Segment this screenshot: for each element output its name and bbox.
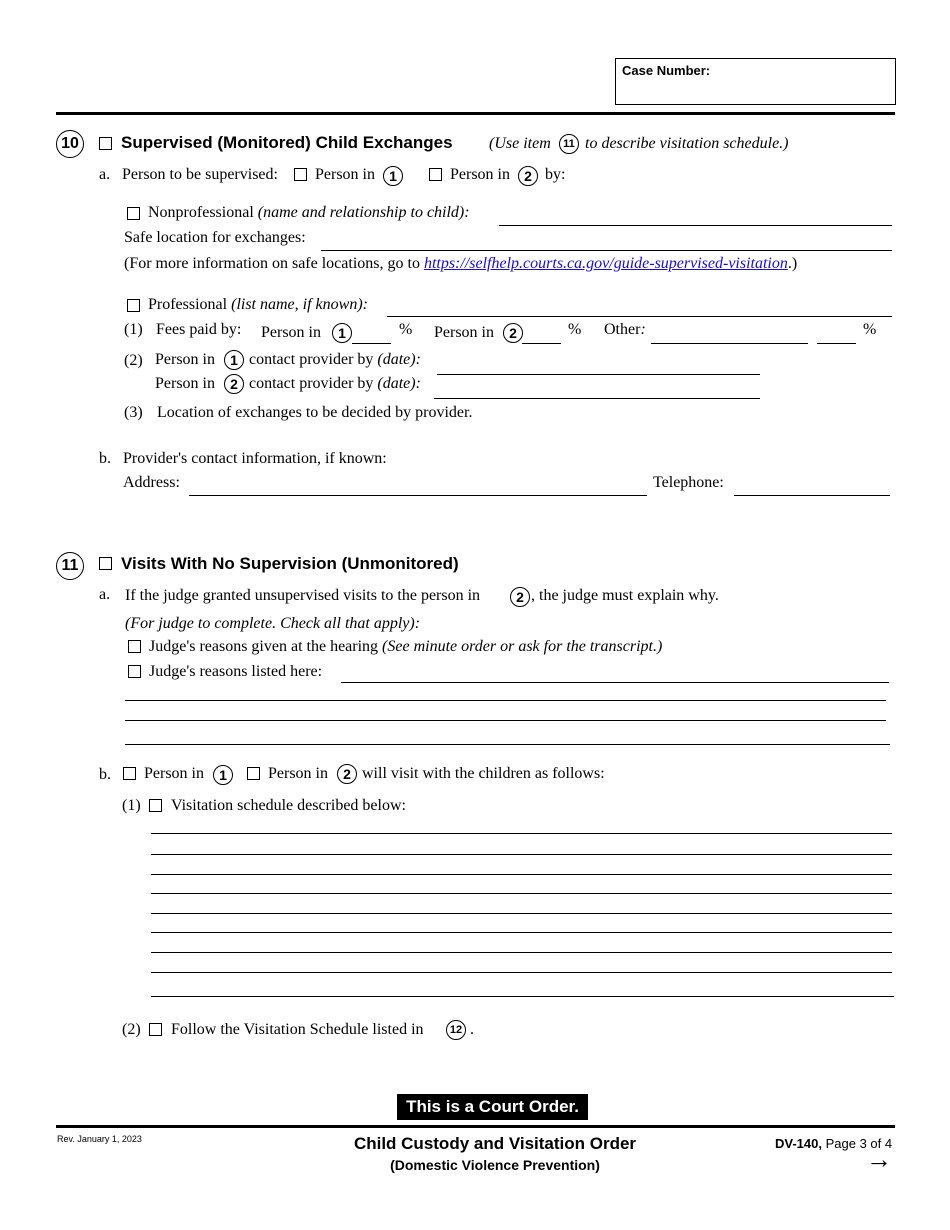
reasons-line-1[interactable]	[341, 682, 889, 683]
case-number-label: Case Number:	[622, 63, 711, 78]
percent-sign: %	[568, 321, 582, 338]
schedule-line-2[interactable]	[151, 854, 892, 855]
person-ref-1: 1	[383, 166, 403, 186]
judge-note: (For judge to complete. Check all that apply):	[125, 615, 421, 632]
location-text: Location of exchanges to be decided by provider.	[157, 404, 473, 421]
nonprofessional-checkbox[interactable]	[127, 207, 140, 220]
person-ref-1: 1	[224, 350, 244, 370]
person-in-label: Person in	[261, 324, 321, 341]
contact-provider-label: contact provider by (date):	[249, 375, 421, 392]
footer-rule	[56, 1125, 895, 1128]
person-in-label: Person in	[450, 166, 510, 183]
person-in-label: Person in	[144, 765, 204, 782]
item-10-note-pre: (Use item	[489, 135, 551, 152]
schedule-line-3[interactable]	[151, 874, 892, 875]
safe-location-label: Safe location for exchanges:	[124, 229, 306, 246]
person-ref-2: 2	[510, 587, 530, 607]
person-in-label: Person in	[315, 166, 375, 183]
follow-schedule-label: Follow the Visitation Schedule listed in	[171, 1021, 424, 1038]
reasons-line-4[interactable]	[125, 744, 890, 745]
person-ref-2: 2	[518, 166, 538, 186]
fees-number: (1)	[124, 321, 143, 338]
schedule-number: (1)	[122, 797, 141, 814]
item-10-checkbox[interactable]	[99, 137, 112, 150]
item-11b-label: b.	[99, 766, 111, 783]
reasons-line-3[interactable]	[125, 720, 886, 721]
reasons-listed-label: Judge's reasons listed here:	[149, 663, 323, 680]
schedule-line-8[interactable]	[151, 972, 892, 973]
location-number: (3)	[124, 404, 143, 421]
item-10-note-ref-11: 11	[559, 134, 579, 154]
item-11-number: 11	[56, 552, 84, 580]
person-ref-2: 2	[337, 764, 357, 784]
safe-location-info: (For more information on safe locations, go to https://selfhelp.courts.ca.gov/guide-supervised-visitation.)	[124, 255, 798, 272]
item-11-title: Visits With No Supervision (Unmonitored)	[121, 554, 459, 573]
provider-contact-label: Provider's contact information, if known:	[123, 450, 387, 467]
percent-sign: %	[863, 321, 877, 338]
safe-location-field[interactable]	[321, 250, 892, 251]
percent-sign: %	[399, 321, 413, 338]
schedule-below-label: Visitation schedule described below:	[171, 797, 406, 814]
visit-person1-checkbox[interactable]	[123, 767, 136, 780]
schedule-line-6[interactable]	[151, 932, 892, 933]
person-in-label: Person in	[268, 765, 328, 782]
schedule-line-1[interactable]	[151, 833, 892, 834]
visit-person2-checkbox[interactable]	[247, 767, 260, 780]
item-11a-text-pre: If the judge granted unsupervised visits to the person in	[125, 587, 481, 604]
safe-location-link[interactable]: https://selfhelp.courts.ca.gov/guide-supervised-visitation	[423, 255, 788, 272]
contact-number: (2)	[124, 352, 143, 369]
professional-field[interactable]	[387, 316, 892, 317]
person-in-label: Person in	[155, 375, 215, 392]
contact-date-person2-field[interactable]	[434, 398, 760, 399]
fees-person1-field[interactable]	[352, 343, 391, 344]
item-10-note-post: to describe visitation schedule.)	[585, 135, 789, 152]
item-10-title: Supervised (Monitored) Child Exchanges	[121, 133, 453, 152]
contact-provider-label: contact provider by (date):	[249, 351, 421, 368]
professional-checkbox[interactable]	[127, 299, 140, 312]
item-10-number: 10	[56, 130, 84, 158]
telephone-label: Telephone:	[653, 474, 724, 491]
item-11b-text: will visit with the children as follows:	[362, 765, 605, 782]
fees-person2-field[interactable]	[522, 343, 561, 344]
item-10a-label: a.	[99, 166, 111, 183]
header-rule	[56, 112, 895, 115]
schedule-line-7[interactable]	[151, 952, 892, 953]
reasons-hearing-checkbox[interactable]	[128, 640, 141, 653]
reasons-hearing-label: Judge's reasons given at the hearing (See minute order or ask for the transcript.)	[149, 638, 663, 655]
schedule-line-9[interactable]	[151, 996, 894, 997]
person-in-label: Person in	[434, 324, 494, 341]
supervised-person2-checkbox[interactable]	[429, 168, 442, 181]
address-label: Address:	[123, 474, 180, 491]
item-11-checkbox[interactable]	[99, 557, 112, 570]
follow-ref-12: 12	[446, 1020, 466, 1040]
item-11a-text-post: , the judge must explain why.	[531, 587, 719, 604]
follow-schedule-checkbox[interactable]	[149, 1023, 162, 1036]
by-label: by:	[545, 166, 566, 183]
reasons-listed-checkbox[interactable]	[128, 665, 141, 678]
follow-number: (2)	[122, 1021, 141, 1038]
item-11a-label: a.	[99, 586, 111, 603]
nonprofessional-label: Nonprofessional (name and relationship to child):	[148, 204, 470, 221]
professional-label: Professional (list name, if known):	[148, 296, 368, 313]
follow-end: .	[470, 1021, 474, 1038]
revision-date: Rev. January 1, 2023	[57, 1134, 142, 1144]
court-order-banner: This is a Court Order.	[397, 1094, 588, 1120]
form-id: DV-140, Page 3 of 4	[775, 1136, 893, 1151]
fees-other-name-field[interactable]	[651, 343, 808, 344]
form-title: Child Custody and Visitation Order	[353, 1134, 637, 1153]
form-subtitle: (Domestic Violence Prevention)	[390, 1157, 600, 1173]
supervised-person1-checkbox[interactable]	[294, 168, 307, 181]
fees-other-percent-field[interactable]	[817, 343, 856, 344]
case-number-box[interactable]	[615, 58, 896, 105]
contact-date-person1-field[interactable]	[437, 374, 760, 375]
person-ref-1: 1	[213, 765, 233, 785]
person-in-label: Person in	[155, 351, 215, 368]
person-supervised-label: Person to be supervised:	[122, 166, 278, 183]
telephone-field[interactable]	[734, 495, 890, 496]
person-ref-1: 1	[332, 323, 352, 343]
person-ref-2: 2	[503, 323, 523, 343]
item-10b-label: b.	[99, 450, 111, 467]
fees-other-label: Other:	[604, 321, 646, 338]
address-field[interactable]	[189, 495, 647, 496]
person-ref-2: 2	[224, 374, 244, 394]
next-page-arrow-icon: →	[866, 1144, 892, 1174]
fees-label: Fees paid by:	[156, 321, 242, 338]
schedule-line-5[interactable]	[151, 913, 892, 914]
schedule-below-checkbox[interactable]	[149, 799, 162, 812]
reasons-line-2[interactable]	[125, 700, 886, 701]
nonprofessional-field[interactable]	[499, 225, 892, 226]
schedule-line-4[interactable]	[151, 893, 892, 894]
